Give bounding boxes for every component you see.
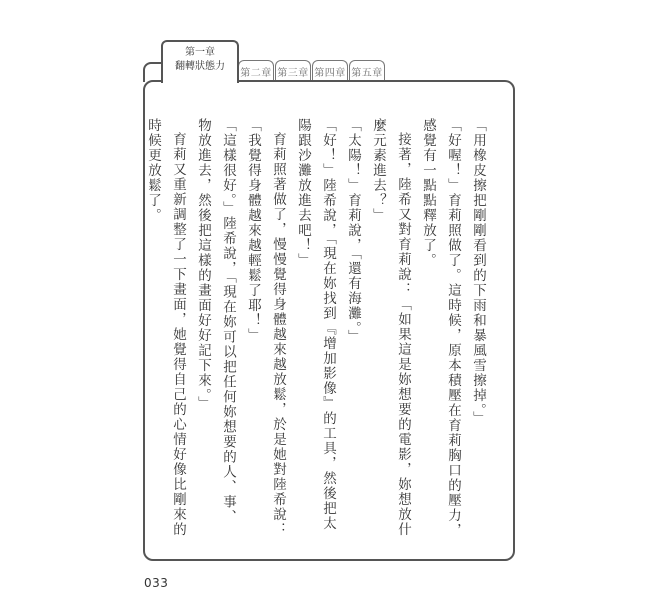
paragraph: 「太陽！」育莉說，「還有海灘。」 [345,118,361,345]
tab-chapter-3[interactable]: 第三章 [275,60,311,80]
paragraph: 接著，陸希又對育莉說：「如果這是妳想要的電影，妳想放什麼元素進去？」 [370,118,411,537]
paragraph: 「用橡皮擦把剛剛看到的下雨和暴風雪擦掉。」 [470,118,486,427]
tab-line [143,62,161,82]
story-text [145,118,490,538]
tab-chapter-1-title: 第一章 [185,47,215,58]
tab-chapter-1[interactable] [161,40,239,83]
tab-chapter-5[interactable]: 第五章 [349,60,385,80]
paragraph: 「好喔！」育莉照做了。這時候，原本積壓在育莉胸口的壓力，感覺有一點點釋放了。 [420,118,461,538]
paragraph: 「這樣很好。」陸希說，「現在妳可以把任何妳想要的人、事、物放進去，然後把這樣的畫面好好記下來。」 [195,118,236,525]
paragraph: 「好！」陸希說，「現在妳找到『增加影像』的工具，然後把太陽跟沙灘放進去吧！」 [295,118,336,532]
tab-chapter-4[interactable]: 第四章 [312,60,348,80]
tab-chapter-2[interactable]: 第二章 [238,60,274,80]
paragraph: 育莉照著做了，慢慢覺得身體越來越放鬆，於是她對陸希說：「我覺得身體越來越輕鬆了耶！」 [245,118,286,537]
tab-chapter-1-subtitle: 翻轉狀態力 [175,61,225,72]
page-number: 033 [144,576,169,590]
paragraph: 育莉又重新調整了一下畫面，她覺得自己的心情好像比剛來的時候更放鬆了。 [145,118,186,537]
